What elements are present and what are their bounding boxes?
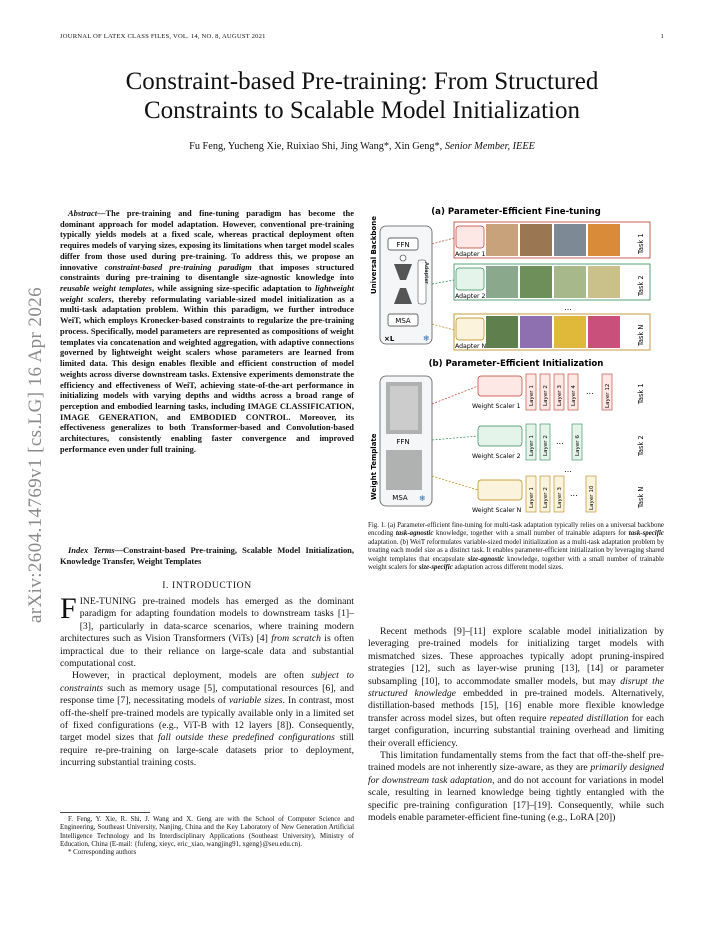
index-terms-label: Index Terms bbox=[68, 545, 115, 555]
abstract-label: Abstract bbox=[68, 208, 98, 218]
layer-label: Layer 12 bbox=[605, 383, 611, 408]
image-dog bbox=[554, 224, 586, 256]
body-text: for each target configuration, incurring substantial training overhead and limiting their overall efficiency. bbox=[368, 712, 664, 749]
task-row-a2 bbox=[454, 264, 650, 300]
intro-emphasis: from scratch bbox=[271, 633, 321, 645]
abstract-emphasis: constraint-based pre-training paradigm bbox=[104, 261, 252, 272]
frozen-icon: ❄ bbox=[423, 334, 430, 343]
abstract-text: , thereby reformulating variable-sized model initialization as a multi-task adaptation problem. Within this paradigm, we further introduce WeiT, which employs Kronecker-based constraints to regularize the pre-training process. Specifically, model parameters are represented as compositions of weight templates via concatenation and weighted aggregation, with adaptive connections governed by lightweight weight scalers whose parameters are learned from limited data. This design enables flexible and efficient construction of model weights across diverse downstream tasks. Extensive experiments demonstrate the efficiency and effectiveness of WeiT, achieving state-of-the-art performance in initializing models with varying depths and widths across a broad range of perception and embodied learning tasks, including IMAGE CLASSIFICATION, IMAGE GENERATION, and EMBODIED CONTROL. Moreover, its effectiveness generalizes to both Transformer-based and Convolution-based architectures, consistently enabling faster convergence and improved performance even under full training. bbox=[60, 293, 354, 454]
adapter-block bbox=[456, 226, 484, 248]
ffn-label-b: FFN bbox=[396, 438, 410, 446]
caption-text: knowledge, together with a small number of trainable weight scalers for bbox=[368, 555, 664, 572]
abstract-emphasis: reusable weight templates bbox=[60, 283, 152, 294]
layer-stack bbox=[526, 374, 612, 410]
intro-text: However, in practical deployment, models are often bbox=[72, 670, 312, 682]
caption-emphasis: size-agnostic bbox=[467, 555, 505, 563]
layer-label: Layer 6 bbox=[575, 435, 581, 456]
msa-label: MSA bbox=[395, 317, 411, 325]
frozen-icon: ❄ bbox=[419, 494, 426, 503]
xl-label: ×L bbox=[384, 335, 395, 343]
layer-label: Layer 4 bbox=[571, 385, 577, 406]
layer-label: Layer 3 bbox=[557, 487, 563, 508]
task-row-an bbox=[454, 314, 650, 350]
index-terms bbox=[60, 545, 354, 566]
image-bird bbox=[520, 266, 552, 298]
link-line bbox=[432, 436, 478, 440]
link-line bbox=[432, 238, 454, 244]
abstract-text: , while assigning size-specific adaptation to bbox=[151, 283, 316, 294]
body-text: Recent methods [9]–[11] explore scalable model initialization by leveraging pre-trained models for initializing target models with mismatched sizes. These approaches typically adopt pruning-inspired strategies [12], such as layer-wise pruning [13], [14] or parameter subsampling [10], to accommodate smaller models, but may bbox=[368, 626, 664, 687]
add-node bbox=[400, 255, 406, 261]
intro-emphasis: fall outside these predefined configurations bbox=[157, 732, 335, 744]
ffn-label: FFN bbox=[396, 241, 410, 249]
adapter-label: Adapter bbox=[423, 262, 429, 285]
scaler-1-label: Weight Scaler 1 bbox=[472, 403, 521, 410]
ellipsis: ... bbox=[586, 387, 594, 396]
intro-text: such as memory usage [5], computational resources [6], and response time [7], necessitating models of bbox=[60, 682, 354, 707]
layer-label: Layer 1 bbox=[529, 385, 535, 406]
intro-text: is often impractical due to their reliance on large-scale data and substantial computational cost. bbox=[60, 633, 354, 670]
title-line-1: Constraint-based Pre-training: From Structured bbox=[125, 68, 599, 95]
abstract-text: that imposes structured constraints during pre-training to disentangle size-agnostic knowledge into bbox=[60, 261, 354, 283]
image-bird bbox=[588, 266, 620, 298]
right-column-body bbox=[368, 626, 664, 825]
caption-emphasis: task-specific bbox=[628, 530, 664, 538]
caption-text: adaptation. (b) WeiT reformulates variable-sized model initialization as a multi-task adaptation problem by treating each model size as a distinct task. It enables parameter-efficient initialization by leveraging shared weight templates that encapsulate bbox=[368, 538, 664, 563]
adapter-block bbox=[456, 318, 484, 340]
link-line bbox=[432, 324, 454, 330]
page-number: 1 bbox=[660, 33, 664, 40]
link-line bbox=[432, 476, 478, 490]
layer-stack bbox=[526, 424, 582, 460]
layer-label: Layer 1 bbox=[529, 487, 535, 508]
scaler-row-n bbox=[472, 476, 645, 514]
image-flower bbox=[554, 316, 586, 348]
running-header bbox=[60, 33, 664, 40]
adapter-1-label: Adapter 1 bbox=[455, 251, 486, 258]
abstract-text: —The pre-training and fine-tuning paradigm has become the dominant approach for model adaptation. However, conventional pre-training typically yields models at a fixed scale, whereas practical deployment often requires models of varying sizes, exposing its limitations when target model scales differ from those used during pre-training. To address this, we propose an innovative bbox=[60, 208, 354, 272]
scaler-block bbox=[478, 426, 522, 446]
body-text: embedded in pre-trained models. Alternatively, distillation-based methods [15], [16] enable more flexible knowledge transfer across model sizes, but often require bbox=[368, 688, 664, 724]
adapter-n-label: Adapter N bbox=[455, 343, 487, 350]
intro-paragraph-1 bbox=[60, 592, 354, 670]
figure-caption bbox=[368, 522, 664, 572]
title-line-2: Constraints to Scalable Model Initialization bbox=[143, 97, 581, 124]
footnote bbox=[60, 816, 354, 857]
body-emphasis: disrupt the structured knowledge bbox=[368, 675, 664, 700]
task-2-label: Task 2 bbox=[637, 275, 645, 296]
image-bird bbox=[486, 266, 518, 298]
image-dog bbox=[486, 224, 518, 256]
ellipsis: ... bbox=[556, 437, 564, 446]
layer-label: Layer 10 bbox=[589, 485, 595, 510]
author-suffix: Senior Member, IEEE bbox=[444, 141, 535, 152]
msa-label-b: MSA bbox=[392, 494, 408, 502]
section-heading: I. INTRODUCTION bbox=[162, 580, 252, 591]
layer-stack bbox=[526, 476, 596, 512]
weight-template-label: Weight Template bbox=[370, 433, 378, 500]
layer-label: Layer 2 bbox=[543, 435, 549, 456]
caption-emphasis: size-specific bbox=[418, 564, 453, 572]
image-flower bbox=[588, 316, 620, 348]
adapter-block bbox=[456, 268, 484, 290]
image-dog bbox=[520, 224, 552, 256]
ellipsis: ... bbox=[564, 465, 572, 474]
task-row-a1 bbox=[454, 222, 650, 258]
body-text: , and do not account for variations in model scale, resulting in learned knowledge being tightly entangled with the specific pre-training configuration [17]–[19]. Consequently, while such models enable parameter-efficient fine-tuning (e.g., LoRA [20]) bbox=[368, 774, 664, 824]
panel-b-title: (b) Parameter-Efficient Initialization bbox=[428, 359, 604, 369]
layer-label: Layer 1 bbox=[529, 435, 535, 456]
footnote-corresponding: * Corresponding authors bbox=[68, 849, 137, 857]
panel-a-title: (a) Parameter-Efficient Fine-tuning bbox=[431, 207, 601, 217]
link-line bbox=[432, 280, 454, 284]
scaler-row-1 bbox=[472, 374, 645, 410]
author-list bbox=[60, 141, 664, 152]
task-1-label: Task 1 bbox=[637, 233, 645, 254]
caption-text: adaptation across different model sizes. bbox=[452, 564, 564, 572]
task-1-label-b: Task 1 bbox=[637, 383, 645, 404]
caption-text: Fig. 1. (a) Parameter-efficient fine-tuning for multi-task adaptation typically relies on a universal backbone encoding bbox=[368, 522, 664, 538]
author-names: Fu Feng, Yucheng Xie, Ruixiao Shi, Jing Wang*, Xin Geng*, bbox=[189, 141, 443, 152]
body-emphasis: repeated distillation bbox=[549, 712, 629, 724]
paper-title bbox=[60, 67, 664, 125]
right-paragraph-1 bbox=[368, 626, 664, 750]
template-matrix bbox=[386, 450, 422, 490]
image-flower bbox=[520, 316, 552, 348]
link-line bbox=[432, 386, 478, 404]
intro-emphasis: variable sizes bbox=[228, 695, 283, 707]
footnote-rule bbox=[60, 812, 150, 813]
template-matrix-inner bbox=[390, 386, 418, 430]
intro-text: still require re-pre-training on large-scale datasets prior to deployment, incurring substantial training costs. bbox=[60, 732, 355, 769]
image-flower bbox=[486, 316, 518, 348]
body-text: This limitation fundamentally stems from the fact that off-the-shelf pre-trained models are not inherently size-aware, as they are bbox=[368, 750, 664, 774]
scaler-block bbox=[478, 376, 522, 396]
adapter-2-label: Adapter 2 bbox=[455, 293, 486, 300]
task-2-label-b: Task 2 bbox=[637, 435, 645, 456]
intro-text: INE-TUNING pre-trained models has emerged as the dominant paradigm for adapting foundation models to downstream tasks [1]–[3], particularly in data-scarce scenarios, where training modern architectures such as Vision Transformers (ViTs) [4] bbox=[60, 596, 354, 645]
arxiv-stamp bbox=[6, 160, 66, 750]
abstract-emphasis: lightweight weight scalers bbox=[60, 283, 354, 304]
universal-backbone-label: Universal Backbone bbox=[370, 216, 378, 294]
image-dog bbox=[588, 224, 620, 256]
body-emphasis: primarily designed for downstream task adaptation bbox=[368, 762, 664, 786]
task-n-label-b: Task N bbox=[637, 486, 645, 508]
figure-1 bbox=[368, 204, 664, 516]
scaler-n-label: Weight Scaler N bbox=[472, 507, 522, 514]
layer-label: Layer 2 bbox=[543, 385, 549, 406]
right-paragraph-2 bbox=[368, 750, 664, 824]
index-terms-text: —Constraint-based Pre-training, Scalable Model Initialization, Knowledge Transfer, Weight Templates bbox=[60, 545, 354, 566]
task-n-label: Task N bbox=[637, 324, 645, 346]
abstract bbox=[60, 208, 354, 455]
footnote-affiliation: F. Feng, Y. Xie, R. Shi, J. Wang and X. Geng are with the School of Computer Science and Engineering, Southeast University, Nanjing, China and the Key Laboratory of New Generation Artificial Intelligence Technology and Its Interdisciplinary Applications (Southeast University), Ministry of Education, China (E-mail: {fufeng, xieyc, eric_xiao, wangjing91, xgeng}@seu.edu.cn). bbox=[60, 816, 354, 848]
ellipsis: ... bbox=[570, 489, 578, 498]
scaler-2-label: Weight Scaler 2 bbox=[472, 453, 521, 460]
figure-diagram bbox=[368, 204, 664, 516]
layer-label: Layer 3 bbox=[557, 385, 563, 406]
introduction-body bbox=[60, 592, 355, 770]
caption-emphasis: task-agnostic bbox=[395, 530, 434, 538]
intro-emphasis: subject to constraints bbox=[60, 670, 354, 694]
caption-text: knowledge, together with a small number of trainable adapters for bbox=[433, 530, 629, 538]
arxiv-id: arXiv:2604.14769v1 [cs.LG] 16 Apr 2026 bbox=[25, 286, 46, 624]
journal-line: JOURNAL OF LATEX CLASS FILES, VOL. 14, NO. 8, AUGUST 2021 bbox=[60, 33, 266, 40]
scaler-row-2 bbox=[472, 424, 645, 460]
image-bird bbox=[554, 266, 586, 298]
ellipsis: ... bbox=[564, 303, 572, 312]
scaler-block bbox=[478, 480, 522, 500]
layer-label: Layer 2 bbox=[543, 487, 549, 508]
intro-text: . In contrast, most off-the-shelf pre-trained models are typically available only in a limited set of fixed configurations (e.g., ViT-B with 12 layers [8]). Consequently, target model sizes that bbox=[60, 695, 354, 744]
intro-paragraph-2 bbox=[60, 670, 354, 769]
drop-cap: F bbox=[60, 592, 77, 625]
